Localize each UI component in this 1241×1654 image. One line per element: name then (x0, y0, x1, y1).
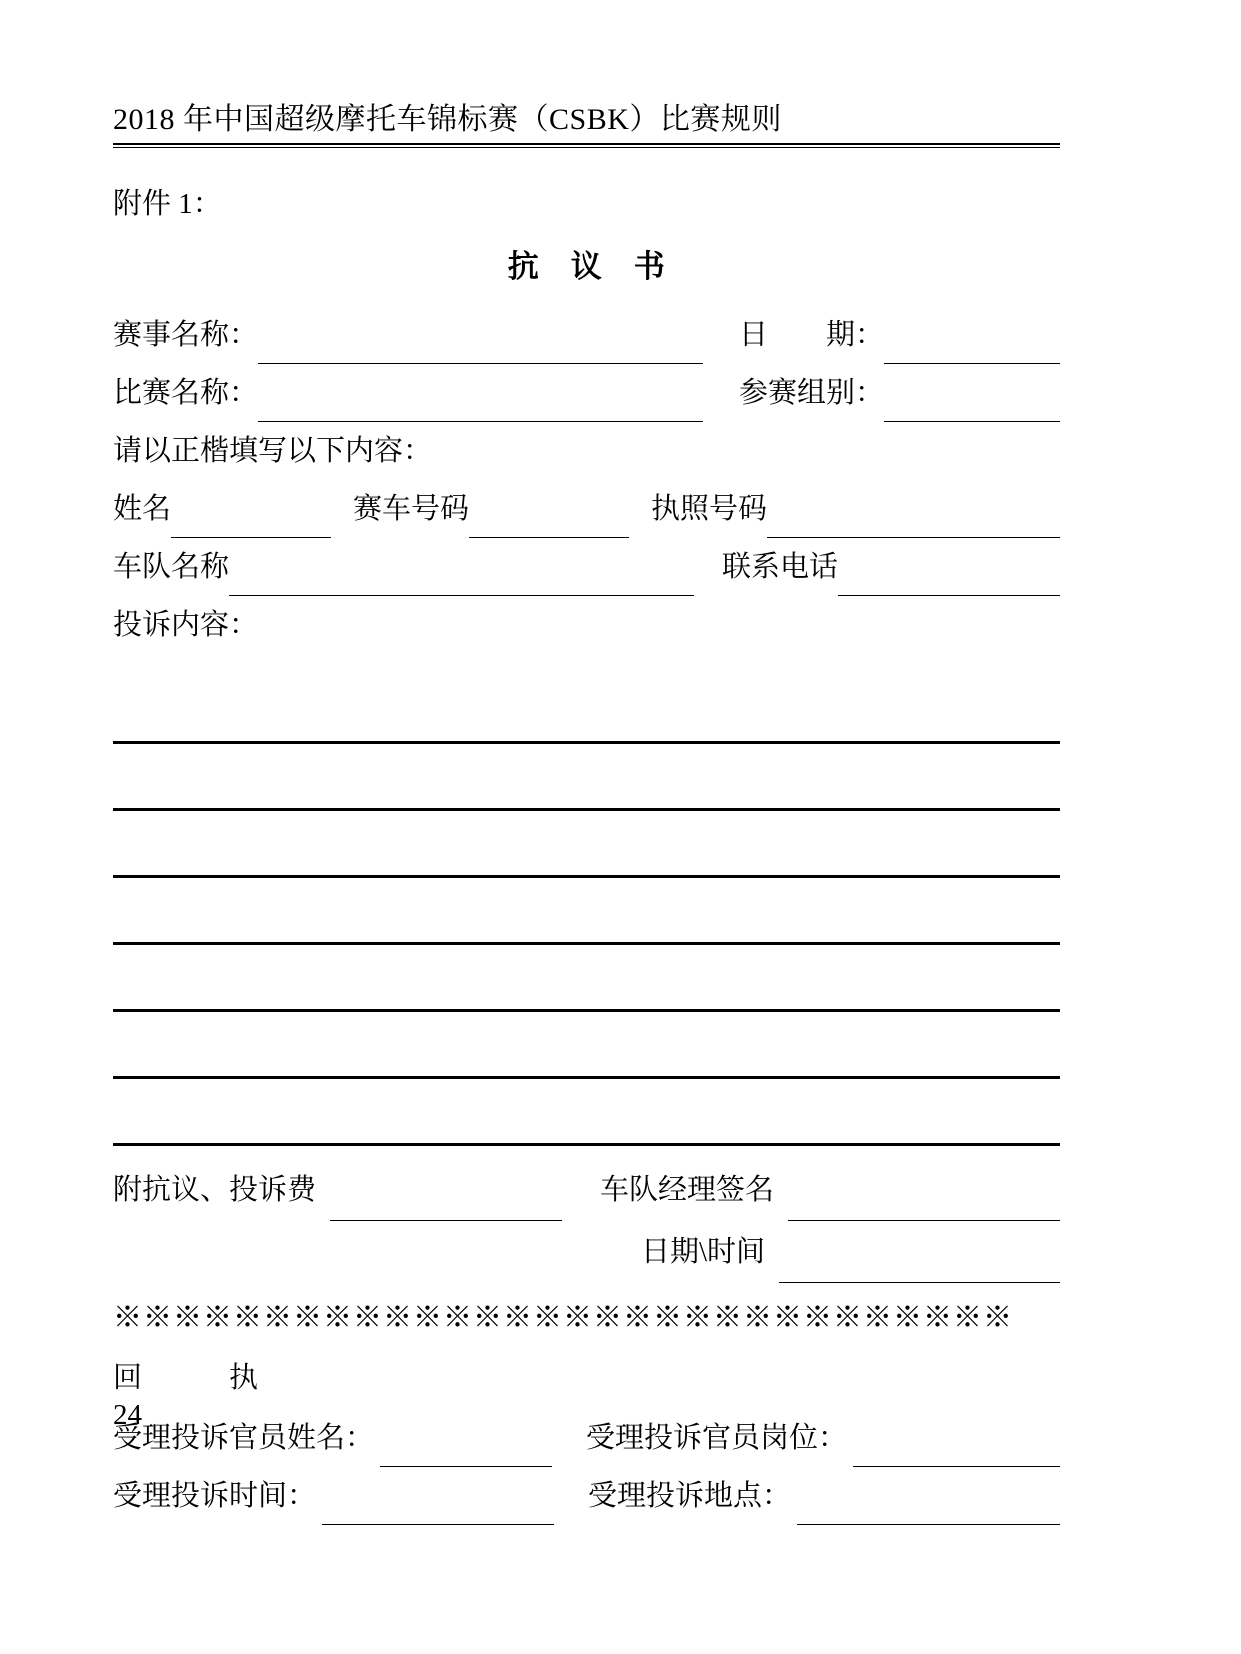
fee-blank[interactable] (330, 1184, 562, 1221)
fee-signature-row (113, 1159, 1060, 1221)
manager-signature-label: 车队经理签名 (600, 1174, 775, 1206)
page-title: 抗 议 书 (507, 249, 666, 284)
complaint-write-line[interactable] (113, 1078, 1060, 1145)
team-info-row (113, 538, 1060, 596)
attachment-label: 附件 1： (113, 188, 222, 220)
accept-time-label: 受理投诉时间： (113, 1480, 317, 1512)
officer-post-label: 受理投诉官员岗位： (586, 1422, 848, 1454)
running-header (113, 100, 1060, 148)
bike-number-label: 赛车号码 (353, 493, 470, 525)
manager-signature-blank[interactable] (788, 1184, 1060, 1221)
licence-number-blank[interactable] (767, 501, 1060, 538)
event-name-row (113, 306, 1060, 364)
date-label: 日 期： (739, 319, 885, 351)
race-name-label: 比赛名称： (113, 377, 259, 409)
accept-place-label: 受理投诉地点： (588, 1480, 792, 1512)
fill-instruction-row (113, 422, 1060, 480)
complaint-write-line[interactable] (113, 810, 1060, 877)
class-label: 参赛组别： (739, 377, 885, 409)
race-name-row (113, 364, 1060, 422)
rider-info-row (113, 480, 1060, 538)
page-number: 24 (113, 1399, 142, 1431)
team-name-label: 车队名称 (113, 551, 230, 583)
date-time-label: 日期\时间 (641, 1236, 766, 1268)
fee-label: 附抗议、投诉费 (113, 1174, 317, 1206)
complaint-write-line[interactable] (113, 743, 1060, 810)
accept-info-row (113, 1467, 1060, 1525)
complaint-writing-area[interactable] (113, 676, 1060, 1145)
officer-post-blank[interactable] (853, 1430, 1060, 1467)
phone-label: 联系电话 (722, 551, 839, 583)
complaint-write-line[interactable] (113, 1011, 1060, 1078)
accept-time-blank[interactable] (322, 1488, 554, 1525)
complaint-content-label: 投诉内容： (113, 609, 259, 641)
event-name-label: 赛事名称： (113, 319, 259, 351)
complaint-write-line[interactable] (113, 877, 1060, 944)
class-blank[interactable] (884, 385, 1060, 422)
fill-instruction-text: 请以正楷填写以下内容： (113, 435, 433, 467)
date-time-row (113, 1221, 1060, 1283)
licence-number-label: 执照号码 (651, 493, 768, 525)
race-name-blank[interactable] (258, 385, 703, 422)
bike-number-blank[interactable] (469, 501, 629, 538)
officer-name-label: 受理投诉官员姓名： (113, 1422, 375, 1454)
complaint-content-row (113, 596, 1060, 654)
officer-name-blank[interactable] (380, 1430, 552, 1467)
phone-blank[interactable] (838, 559, 1060, 596)
document-body (113, 176, 1060, 1525)
header-divider-rule (113, 143, 1060, 148)
reference-mark-divider: ※※※※※※※※※※※※※※※※※※※※※※※※※※※※※※ (113, 1302, 1014, 1334)
receipt-title: 回 执 (113, 1362, 259, 1394)
team-name-blank[interactable] (229, 559, 694, 596)
date-blank[interactable] (884, 327, 1060, 364)
header-title: 2018 年中国超级摩托车锦标赛（CSBK）比赛规则 (113, 103, 782, 136)
rider-name-blank[interactable] (171, 501, 331, 538)
complaint-write-line[interactable] (113, 944, 1060, 1011)
rider-name-label: 姓名 (113, 493, 172, 525)
date-time-blank[interactable] (779, 1246, 1060, 1283)
complaint-write-line[interactable] (113, 676, 1060, 743)
officer-info-row (113, 1409, 1060, 1467)
accept-place-blank[interactable] (797, 1488, 1060, 1525)
event-name-blank[interactable] (258, 327, 703, 364)
